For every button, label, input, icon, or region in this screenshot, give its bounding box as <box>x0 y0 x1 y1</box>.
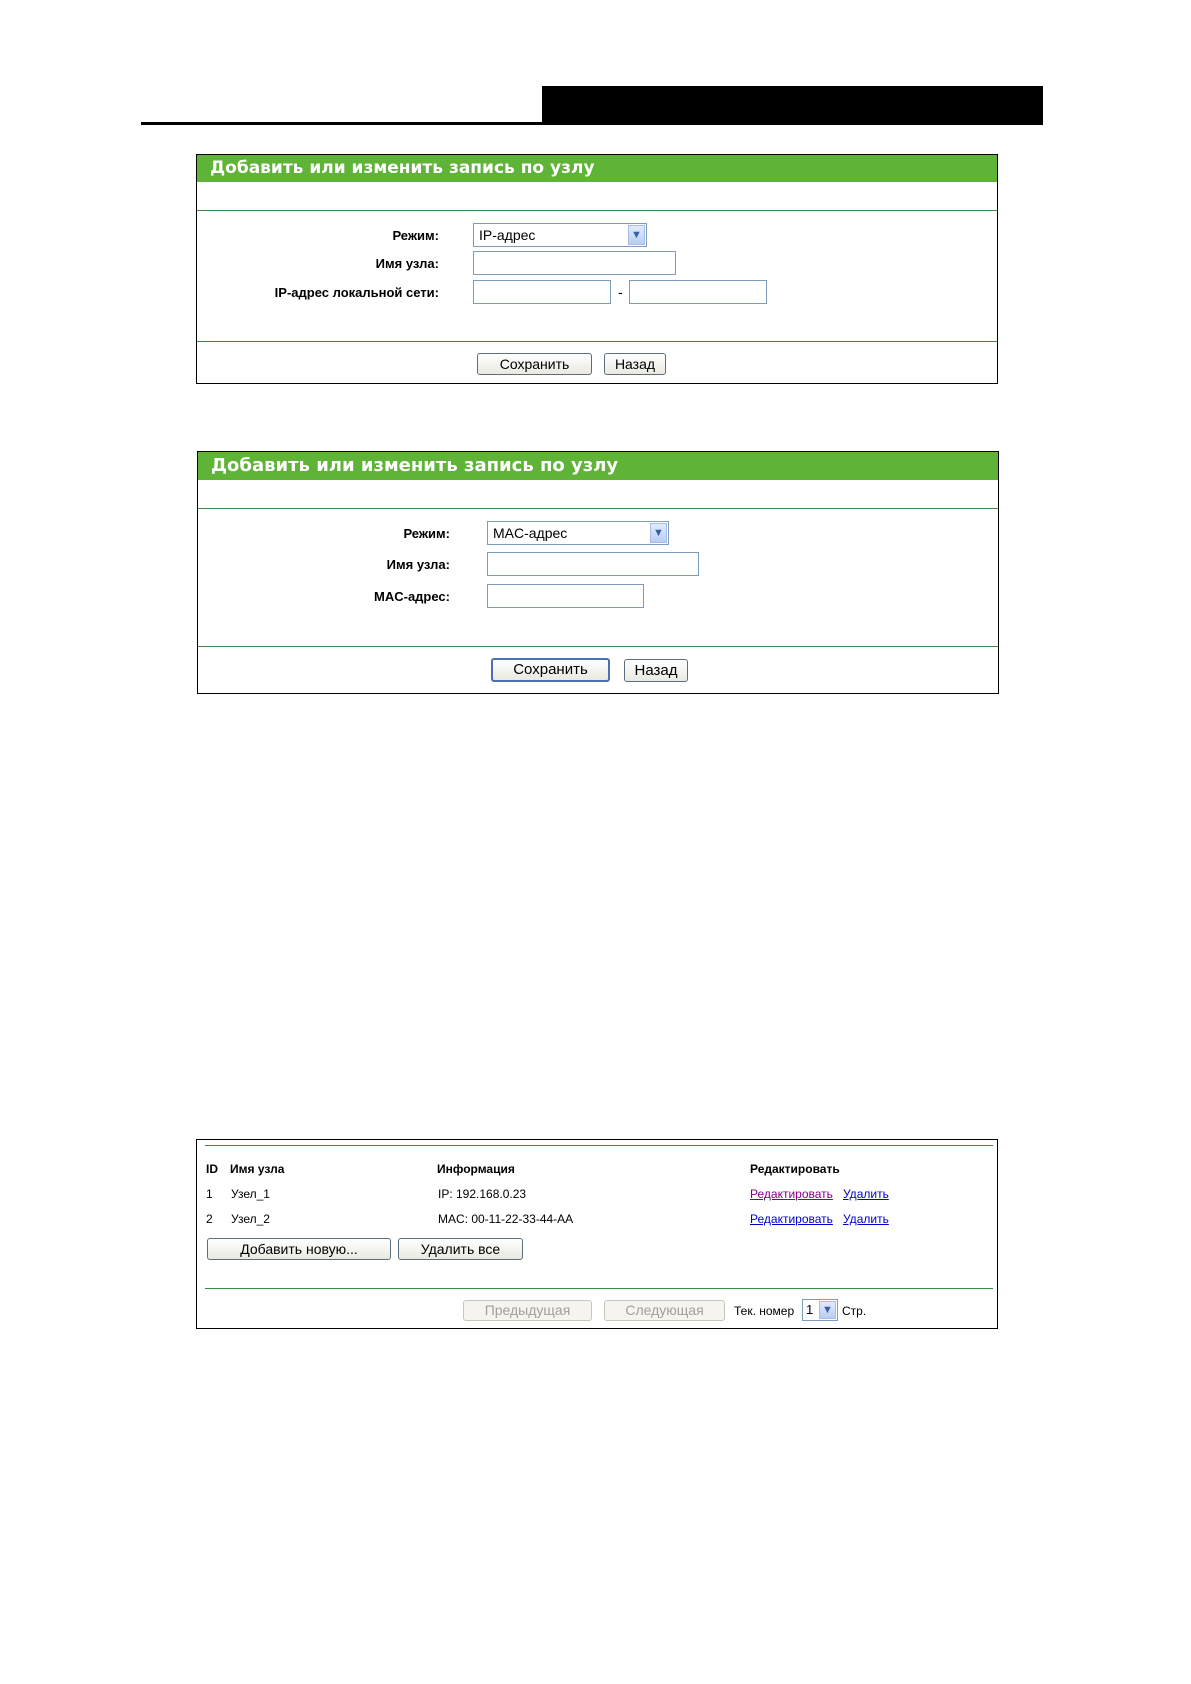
mac-address-input[interactable] <box>487 584 644 608</box>
host-list-panel <box>196 1139 998 1329</box>
host-entry-form-ip <box>196 154 998 384</box>
mode-select-value: MAC-адрес <box>493 525 568 541</box>
button-row <box>197 341 997 383</box>
panel-title: Добавить или изменить запись по узлу <box>197 155 997 182</box>
page-select[interactable] <box>802 1299 838 1321</box>
column-header-host-name: Имя узла <box>230 1162 285 1176</box>
previous-page-button[interactable]: Предыдущая <box>463 1300 592 1321</box>
save-button[interactable]: Сохранить <box>491 658 610 682</box>
add-new-button[interactable]: Добавить новую... <box>207 1238 391 1260</box>
row-info: MAC: 00-11-22-33-44-AA <box>438 1212 574 1226</box>
panel-spacer <box>197 182 997 211</box>
delete-all-button[interactable]: Удалить все <box>398 1238 523 1260</box>
delete-link[interactable]: Удалить <box>843 1187 889 1201</box>
mode-label: Режим: <box>392 228 439 243</box>
back-button[interactable]: Назад <box>624 659 688 682</box>
host-entry-form-mac <box>197 451 999 694</box>
back-button[interactable]: Назад <box>604 353 666 375</box>
mode-select-value: IP-адрес <box>479 227 536 243</box>
row-host-name: Узел_2 <box>231 1212 270 1226</box>
host-name-label: Имя узла: <box>386 557 450 572</box>
lan-ip-label: IP-адрес локальной сети: <box>274 285 439 300</box>
host-name-input[interactable] <box>487 552 699 576</box>
lan-ip-start-input[interactable] <box>473 280 611 304</box>
mac-address-label: MAC-адрес: <box>374 589 450 604</box>
page-suffix-label: Стр. <box>842 1304 867 1318</box>
list-top-rule <box>205 1145 993 1146</box>
column-header-edit: Редактировать <box>750 1162 840 1176</box>
page-select-value: 1 <box>806 1302 814 1317</box>
mode-label: Режим: <box>403 526 450 541</box>
column-header-id: ID <box>206 1162 218 1176</box>
next-page-button[interactable]: Следующая <box>604 1300 725 1321</box>
panel-spacer <box>198 480 998 509</box>
row-info: IP: 192.168.0.23 <box>438 1187 527 1201</box>
column-header-info: Информация <box>437 1162 515 1176</box>
edit-link[interactable]: Редактировать <box>750 1187 833 1201</box>
panel-title: Добавить или изменить запись по узлу <box>198 452 998 480</box>
delete-link[interactable]: Удалить <box>843 1212 889 1226</box>
lan-ip-end-input[interactable] <box>629 280 767 304</box>
edit-link[interactable]: Редактировать <box>750 1212 833 1226</box>
button-row <box>198 646 998 693</box>
page-header-block <box>542 86 1043 125</box>
chevron-down-icon[interactable]: ▼ <box>628 225 645 245</box>
chevron-down-icon[interactable]: ▼ <box>819 1301 836 1319</box>
current-page-label: Тек. номер <box>734 1304 795 1318</box>
row-id: 1 <box>206 1187 213 1201</box>
mode-select[interactable] <box>487 521 669 545</box>
chevron-down-icon[interactable]: ▼ <box>650 523 667 543</box>
ip-range-separator: - <box>618 284 623 300</box>
row-id: 2 <box>206 1212 213 1226</box>
row-host-name: Узел_1 <box>231 1187 270 1201</box>
pager-rule <box>205 1288 993 1289</box>
mode-select[interactable] <box>473 223 647 247</box>
host-name-label: Имя узла: <box>375 256 439 271</box>
page-header-rule <box>141 122 1043 125</box>
host-name-input[interactable] <box>473 251 676 275</box>
save-button[interactable]: Сохранить <box>477 353 592 375</box>
